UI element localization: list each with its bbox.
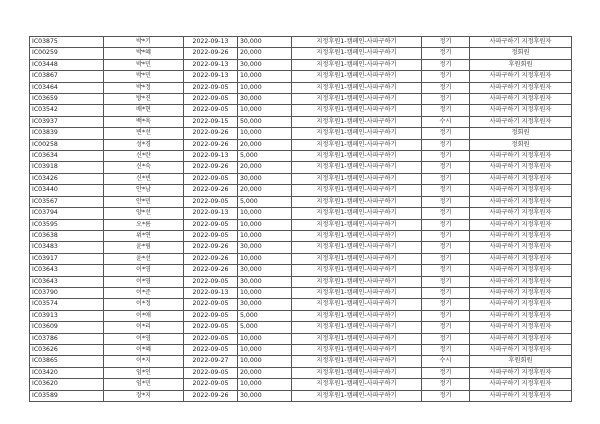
donation-date-cell: 2022-09-05 [184,82,238,93]
campaign-cell: 지정후원1-캠페인-사파구하기 [292,333,422,344]
donor-name-cell: 박*정 [104,82,184,93]
donor-name-cell: 이*영 [104,333,184,344]
campaign-cell: 지정후원1-캠페인-사파구하기 [292,390,422,401]
donor-name-cell: 이*지 [104,356,184,367]
donor-name-cell: 박*민 [104,59,184,70]
table-row [30,128,572,139]
member-note-cell: 후원회원 [470,356,572,367]
donation-date-cell: 2022-09-26 [184,128,238,139]
donation-date-cell: 2022-09-05 [184,230,238,241]
donation-date-cell: 2022-09-05 [184,310,238,321]
donation-amount-cell: 30,000 [238,94,292,105]
donor-name-cell: 백*욱 [104,116,184,127]
campaign-cell: 지정후원1-캠페인-사파구하기 [292,94,422,105]
donor-name-cell: 방*진 [104,94,184,105]
member-note-cell: 사파구하기 지정후원자 [470,379,572,390]
donor-id-cell: IC00259 [30,48,104,59]
member-note-cell: 사파구하기 지정후원자 [470,94,572,105]
donor-name-cell: 안*남 [104,185,184,196]
donor-id-cell: IC03659 [30,94,104,105]
donation-amount-cell: 30,000 [238,299,292,310]
campaign-cell: 지정후원1-캠페인-사파구하기 [292,276,422,287]
member-note-cell: 사파구하기 지정후원자 [470,185,572,196]
donation-amount-cell: 10,000 [238,105,292,116]
donation-amount-cell: 30,000 [238,390,292,401]
member-note-cell: 사파구하기 지정후원자 [470,173,572,184]
donor-id-cell: IC03589 [30,390,104,401]
member-note-cell: 사파구하기 지정후원자 [470,219,572,230]
donation-amount-cell: 10,000 [238,230,292,241]
donor-id-cell: IC03609 [30,322,104,333]
donation-type-cell: 정기 [422,208,470,219]
member-note-cell: 사파구하기 지정후원자 [470,151,572,162]
donor-name-cell: 윤*선 [104,253,184,264]
donor-id-cell: IC03643 [30,265,104,276]
table-row [30,276,572,287]
donation-date-cell: 2022-09-05 [184,367,238,378]
donation-amount-cell: 5,000 [238,310,292,321]
donation-amount-cell: 30,000 [238,242,292,253]
donation-amount-cell: 10,000 [238,219,292,230]
donation-amount-cell: 30,000 [238,59,292,70]
table-row [30,230,572,241]
donation-date-cell: 2022-09-05 [184,276,238,287]
donation-type-cell: 정기 [422,139,470,150]
donor-name-cell: 박*민 [104,71,184,82]
donation-type-cell: 정기 [422,333,470,344]
donation-date-cell: 2022-09-05 [184,333,238,344]
campaign-cell: 지정후원1-캠페인-사파구하기 [292,344,422,355]
donor-name-cell: 임*민 [104,379,184,390]
donation-amount-cell: 30,000 [238,265,292,276]
donor-id-cell: IC03918 [30,162,104,173]
donation-date-cell: 2022-09-13 [184,208,238,219]
donation-type-cell: 정기 [422,59,470,70]
member-note-cell: 사파구하기 지정후원자 [470,333,572,344]
donation-type-cell: 정기 [422,128,470,139]
donation-type-cell: 정기 [422,151,470,162]
donation-type-cell: 정기 [422,322,470,333]
donation-date-cell: 2022-09-26 [184,162,238,173]
member-note-cell: 사파구하기 지정후원자 [470,299,572,310]
table-row [30,390,572,401]
donor-name-cell: 이*영 [104,276,184,287]
donation-date-cell: 2022-09-26 [184,48,238,59]
donor-id-cell: IC03574 [30,299,104,310]
campaign-cell: 지정후원1-캠페인-사파구하기 [292,162,422,173]
donor-id-cell: IC03839 [30,128,104,139]
table-row [30,310,572,321]
donation-amount-cell: 20,000 [238,162,292,173]
member-note-cell: 정회원 [470,128,572,139]
campaign-cell: 지정후원1-캠페인-사파구하기 [292,185,422,196]
donation-amount-cell: 10,000 [238,128,292,139]
donor-name-cell: 변*선 [104,128,184,139]
donor-name-cell: 배*현 [104,105,184,116]
table-row [30,71,572,82]
table-row [30,116,572,127]
member-note-cell: 사파구하기 지정후원자 [470,208,572,219]
table-row [30,379,572,390]
donor-id-cell: IC03875 [30,37,104,48]
donor-name-cell: 양*선 [104,208,184,219]
donation-amount-cell: 30,000 [238,276,292,287]
table-body [30,37,572,402]
donor-id-cell: IC03440 [30,185,104,196]
campaign-cell: 지정후원1-캠페인-사파구하기 [292,37,422,48]
table-row [30,208,572,219]
donation-date-cell: 2022-09-05 [184,219,238,230]
donation-date-cell: 2022-09-13 [184,37,238,48]
campaign-cell: 지정후원1-캠페인-사파구하기 [292,356,422,367]
donation-amount-cell: 10,000 [238,71,292,82]
table-row [30,299,572,310]
donor-id-cell: IC03867 [30,71,104,82]
campaign-cell: 지정후원1-캠페인-사파구하기 [292,242,422,253]
donation-date-cell: 2022-09-05 [184,299,238,310]
table-row [30,59,572,70]
donor-name-cell: 이*혜 [104,344,184,355]
donation-type-cell: 정기 [422,196,470,207]
donation-date-cell: 2022-09-05 [184,94,238,105]
table-row [30,287,572,298]
campaign-cell: 지정후원1-캠페인-사파구하기 [292,48,422,59]
campaign-cell: 지정후원1-캠페인-사파구하기 [292,116,422,127]
table-row [30,105,572,116]
member-note-cell: 후원회원 [470,59,572,70]
donation-date-cell: 2022-09-15 [184,116,238,127]
donor-id-cell: IC03913 [30,310,104,321]
table-row [30,367,572,378]
donation-type-cell: 정기 [422,48,470,59]
donation-date-cell: 2022-09-05 [184,344,238,355]
table-row [30,242,572,253]
donor-id-cell: IC03626 [30,344,104,355]
donor-id-cell: IC03634 [30,151,104,162]
donation-type-cell: 정기 [422,230,470,241]
donation-amount-cell: 30,000 [238,37,292,48]
campaign-cell: 지정후원1-캠페인-사파구하기 [292,310,422,321]
donor-name-cell: 이*리 [104,322,184,333]
donation-date-cell: 2022-09-13 [184,151,238,162]
donation-type-cell: 정기 [422,265,470,276]
campaign-cell: 지정후원1-캠페인-사파구하기 [292,151,422,162]
donation-amount-cell: 10,000 [238,253,292,264]
table-row [30,37,572,48]
donation-amount-cell: 30,000 [238,173,292,184]
table-row [30,253,572,264]
campaign-cell: 지정후원1-캠페인-사파구하기 [292,208,422,219]
donor-id-cell: IC03794 [30,208,104,219]
table-row [30,94,572,105]
donor-id-cell: IC00258 [30,139,104,150]
donation-amount-cell: 10,000 [238,356,292,367]
table-row [30,219,572,230]
donor-id-cell: IC03448 [30,59,104,70]
campaign-cell: 지정후원1-캠페인-사파구하기 [292,105,422,116]
donor-id-cell: IC03786 [30,333,104,344]
donor-name-cell: 성*경 [104,139,184,150]
donation-date-cell: 2022-09-26 [184,253,238,264]
campaign-cell: 지정후원1-캠페인-사파구하기 [292,219,422,230]
donor-id-cell: IC03790 [30,287,104,298]
table-row [30,344,572,355]
campaign-cell: 지정후원1-캠페인-사파구하기 [292,196,422,207]
donor-id-cell: IC03865 [30,356,104,367]
donation-date-cell: 2022-09-05 [184,379,238,390]
table-row [30,82,572,93]
donation-amount-cell: 10,000 [238,333,292,344]
donation-type-cell: 정기 [422,299,470,310]
table-row [30,196,572,207]
member-note-cell: 정회원 [470,139,572,150]
donation-date-cell: 2022-09-27 [184,356,238,367]
donor-id-cell: IC03464 [30,82,104,93]
donation-type-cell: 정기 [422,37,470,48]
donation-table [29,36,572,402]
campaign-cell: 지정후원1-캠페인-사파구하기 [292,230,422,241]
donor-name-cell: 이*정 [104,299,184,310]
donor-name-cell: 위*연 [104,230,184,241]
campaign-cell: 지정후원1-캠페인-사파구하기 [292,379,422,390]
donation-amount-cell: 10,000 [238,379,292,390]
campaign-cell: 지정후원1-캠페인-사파구하기 [292,128,422,139]
donor-id-cell: IC03426 [30,173,104,184]
donor-name-cell: 오*름 [104,219,184,230]
member-note-cell: 사파구하기 지정후원자 [470,367,572,378]
campaign-cell: 지정후원1-캠페인-사파구하기 [292,71,422,82]
donor-id-cell: IC03917 [30,253,104,264]
donor-id-cell: IC03595 [30,219,104,230]
table-row [30,185,572,196]
table-row [30,322,572,333]
donor-name-cell: 신*빈 [104,173,184,184]
donation-type-cell: 정기 [422,310,470,321]
member-note-cell: 사파구하기 지정후원자 [470,287,572,298]
campaign-cell: 지정후원1-캠페인-사파구하기 [292,287,422,298]
donation-type-cell: 정기 [422,367,470,378]
member-note-cell: 사파구하기 지정후원자 [470,265,572,276]
donation-date-cell: 2022-09-05 [184,105,238,116]
donation-type-cell: 정기 [422,105,470,116]
donation-amount-cell: 5,000 [238,151,292,162]
donation-type-cell: 정기 [422,276,470,287]
table-row [30,173,572,184]
donation-date-cell: 2022-09-05 [184,173,238,184]
donor-id-cell: IC03542 [30,105,104,116]
donation-amount-cell: 5,000 [238,322,292,333]
donation-amount-cell: 20,000 [238,139,292,150]
campaign-cell: 지정후원1-캠페인-사파구하기 [292,59,422,70]
donation-date-cell: 2022-09-13 [184,59,238,70]
member-note-cell: 사파구하기 지정후원자 [470,105,572,116]
campaign-cell: 지정후원1-캠페인-사파구하기 [292,253,422,264]
table-row [30,333,572,344]
table-row [30,162,572,173]
donation-date-cell: 2022-09-13 [184,287,238,298]
donation-amount-cell: 10,000 [238,287,292,298]
member-note-cell: 사파구하기 지정후원자 [470,276,572,287]
donor-name-cell: 윤*림 [104,242,184,253]
donation-amount-cell: 10,000 [238,208,292,219]
donation-date-cell: 2022-09-26 [184,242,238,253]
member-note-cell: 사파구하기 지정후원자 [470,390,572,401]
campaign-cell: 지정후원1-캠페인-사파구하기 [292,265,422,276]
donor-name-cell: 이*애 [104,310,184,321]
donor-name-cell: 장*지 [104,390,184,401]
donation-sheet [29,36,571,402]
member-note-cell: 사파구하기 지정후원자 [470,196,572,207]
member-note-cell: 사파구하기 지정후원자 [470,242,572,253]
donation-type-cell: 수시 [422,356,470,367]
donor-id-cell: IC03638 [30,230,104,241]
donation-amount-cell: 5,000 [238,196,292,207]
donation-type-cell: 정기 [422,287,470,298]
table-row [30,265,572,276]
donation-type-cell: 정기 [422,253,470,264]
donor-name-cell: 박*기 [104,37,184,48]
donation-date-cell: 2022-09-26 [184,139,238,150]
donation-type-cell: 정기 [422,82,470,93]
campaign-cell: 지정후원1-캠페인-사파구하기 [292,139,422,150]
campaign-cell: 지정후원1-캠페인-사파구하기 [292,82,422,93]
member-note-cell: 사파구하기 지정후원자 [470,310,572,321]
donation-amount-cell: 20,000 [238,48,292,59]
donation-type-cell: 정기 [422,162,470,173]
donor-name-cell: 임*인 [104,367,184,378]
donor-id-cell: IC03620 [30,379,104,390]
donation-type-cell: 수시 [422,116,470,127]
member-note-cell: 사파구하기 지정후원자 [470,344,572,355]
table-row [30,48,572,59]
donation-type-cell: 정기 [422,219,470,230]
table-row [30,356,572,367]
table-row [30,139,572,150]
donor-id-cell: IC03483 [30,242,104,253]
donation-amount-cell: 50,000 [238,116,292,127]
member-note-cell: 정회원 [470,48,572,59]
donation-type-cell: 정기 [422,390,470,401]
campaign-cell: 지정후원1-캠페인-사파구하기 [292,322,422,333]
campaign-cell: 지정후원1-캠페인-사파구하기 [292,173,422,184]
member-note-cell: 사파구하기 지정후원자 [470,253,572,264]
donation-amount-cell: 10,000 [238,82,292,93]
donation-amount-cell: 20,000 [238,367,292,378]
table-row [30,151,572,162]
donation-type-cell: 정기 [422,242,470,253]
member-note-cell: 사파구하기 지정후원자 [470,71,572,82]
member-note-cell: 사파구하기 지정후원자 [470,82,572,93]
donation-date-cell: 2022-09-13 [184,71,238,82]
donation-type-cell: 정기 [422,173,470,184]
donor-name-cell: 안*민 [104,196,184,207]
donor-id-cell: IC03420 [30,367,104,378]
campaign-cell: 지정후원1-캠페인-사파구하기 [292,367,422,378]
member-note-cell: 사파구하기 지정후원자 [470,37,572,48]
donor-name-cell: 신*란 [104,151,184,162]
donor-name-cell: 이*영 [104,265,184,276]
donation-date-cell: 2022-09-05 [184,322,238,333]
member-note-cell: 사파구하기 지정후원자 [470,162,572,173]
donation-type-cell: 정기 [422,379,470,390]
member-note-cell: 사파구하기 지정후원자 [470,230,572,241]
donation-date-cell: 2022-09-26 [184,185,238,196]
donation-amount-cell: 20,000 [238,185,292,196]
donation-type-cell: 정기 [422,94,470,105]
donation-type-cell: 정기 [422,344,470,355]
donation-type-cell: 정기 [422,185,470,196]
donor-name-cell: 박*혜 [104,48,184,59]
donor-name-cell: 이*준 [104,287,184,298]
donor-id-cell: IC03567 [30,196,104,207]
donation-date-cell: 2022-09-26 [184,390,238,401]
donor-name-cell: 신*숙 [104,162,184,173]
member-note-cell: 사파구하기 지정후원자 [470,116,572,127]
donor-id-cell: IC03643 [30,276,104,287]
donation-date-cell: 2022-09-26 [184,265,238,276]
campaign-cell: 지정후원1-캠페인-사파구하기 [292,299,422,310]
donation-type-cell: 정기 [422,71,470,82]
donation-amount-cell: 10,000 [238,344,292,355]
donor-id-cell: IC03937 [30,116,104,127]
donation-date-cell: 2022-09-05 [184,196,238,207]
member-note-cell: 사파구하기 지정후원자 [470,322,572,333]
